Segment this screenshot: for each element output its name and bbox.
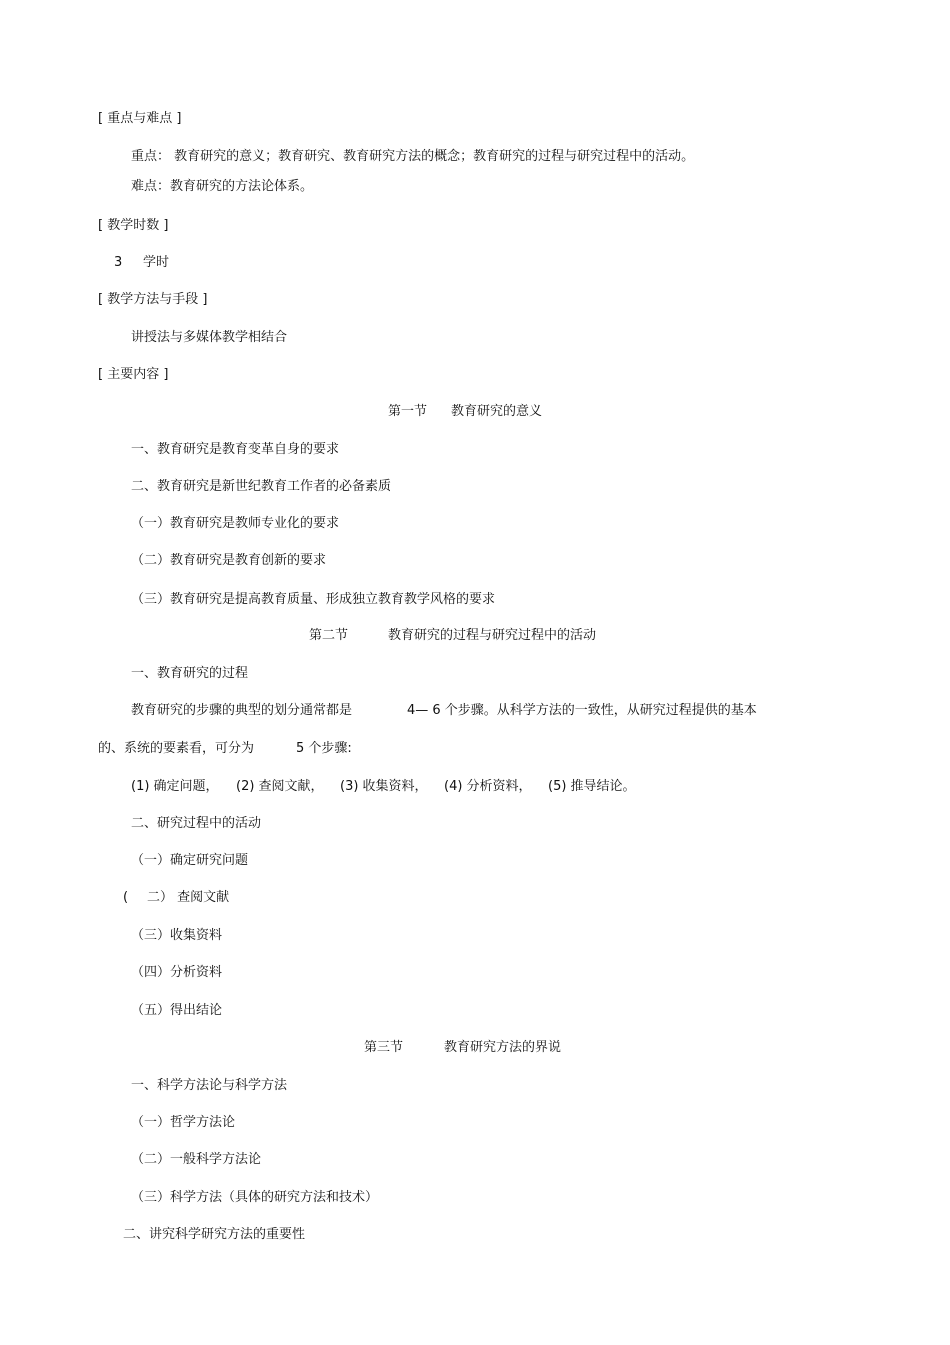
section-2-paragraph-part-3: 的、系统的要素看，可分为 [98, 741, 255, 756]
section-1-item-2-b: （二）教育研究是教育创新的要求 [131, 553, 327, 568]
section-2-item-2-a: （一）确定研究问题 [131, 853, 249, 868]
methods-heading: [ 教学方法与手段 ] [98, 292, 208, 307]
section-3-item-2: 二、讲究科学研究方法的重要性 [123, 1227, 306, 1242]
section-3-item-1-c: （三）科学方法（具体的研究方法和技术） [131, 1190, 379, 1205]
section-2-paragraph-part-2: 4— 6 个步骤。从科学方法的一致性，从研究过程提供的基本 [407, 703, 757, 718]
step-5: (5) 推导结论。 [548, 779, 636, 794]
section-2-item-2-e: （五）得出结论 [131, 1003, 223, 1018]
section-2-title: 教育研究的过程与研究过程中的活动 [388, 628, 597, 643]
content-heading: [ 主要内容 ] [98, 367, 169, 382]
hours-heading: [ 教学时数 ] [98, 218, 169, 233]
hours-unit: 学时 [143, 255, 170, 270]
section-2-item-2-b-paren: ( [123, 890, 129, 905]
step-1: (1) 确定问题， [131, 779, 219, 794]
section-2-item-2: 二、研究过程中的活动 [131, 816, 262, 831]
section-1-item-2-a: （一）教育研究是教师专业化的要求 [131, 516, 340, 531]
section-2-paragraph-part-1: 教育研究的步骤的典型的划分通常都是 [131, 703, 353, 718]
section-2-item-2-b: 二） 查阅文献 [147, 890, 230, 905]
section-1-item-1: 一、教育研究是教育变革自身的要求 [131, 442, 340, 457]
section-2-item-2-d: （四）分析资料 [131, 965, 223, 980]
section-1-item-2-c: （三）教育研究是提高教育质量、形成独立教育教学风格的要求 [131, 592, 496, 607]
section-1-item-2: 二、教育研究是新世纪教育工作者的必备素质 [131, 479, 392, 494]
section-2-label: 第二节 [309, 628, 349, 643]
step-4: (4) 分析资料， [444, 779, 532, 794]
section-3-item-1-b: （二）一般科学方法论 [131, 1152, 262, 1167]
hours-number: 3 [114, 255, 123, 270]
section-3-title: 教育研究方法的界说 [444, 1040, 562, 1055]
key-points-heading: [ 重点与难点 ] [98, 111, 182, 126]
step-2: (2) 查阅文献， [236, 779, 324, 794]
section-2-item-1: 一、教育研究的过程 [131, 666, 249, 681]
step-3: (3) 收集资料， [340, 779, 428, 794]
key-points-text: 重点： 教育研究的意义；教育研究、教育研究方法的概念；教育研究的过程与研究过程中的活动。 [131, 149, 695, 164]
section-2-paragraph-part-4: 5 个步骤: [296, 741, 352, 756]
difficulties-text: 难点：教育研究的方法论体系。 [131, 179, 314, 194]
section-2-item-2-c: （三）收集资料 [131, 928, 223, 943]
section-1-label: 第一节 [388, 404, 428, 419]
methods-text: 讲授法与多媒体教学相结合 [131, 330, 288, 345]
section-3-label: 第三节 [364, 1040, 404, 1055]
section-1-title: 教育研究的意义 [451, 404, 543, 419]
section-3-item-1-a: （一）哲学方法论 [131, 1115, 236, 1130]
section-3-item-1: 一、科学方法论与科学方法 [131, 1078, 288, 1093]
